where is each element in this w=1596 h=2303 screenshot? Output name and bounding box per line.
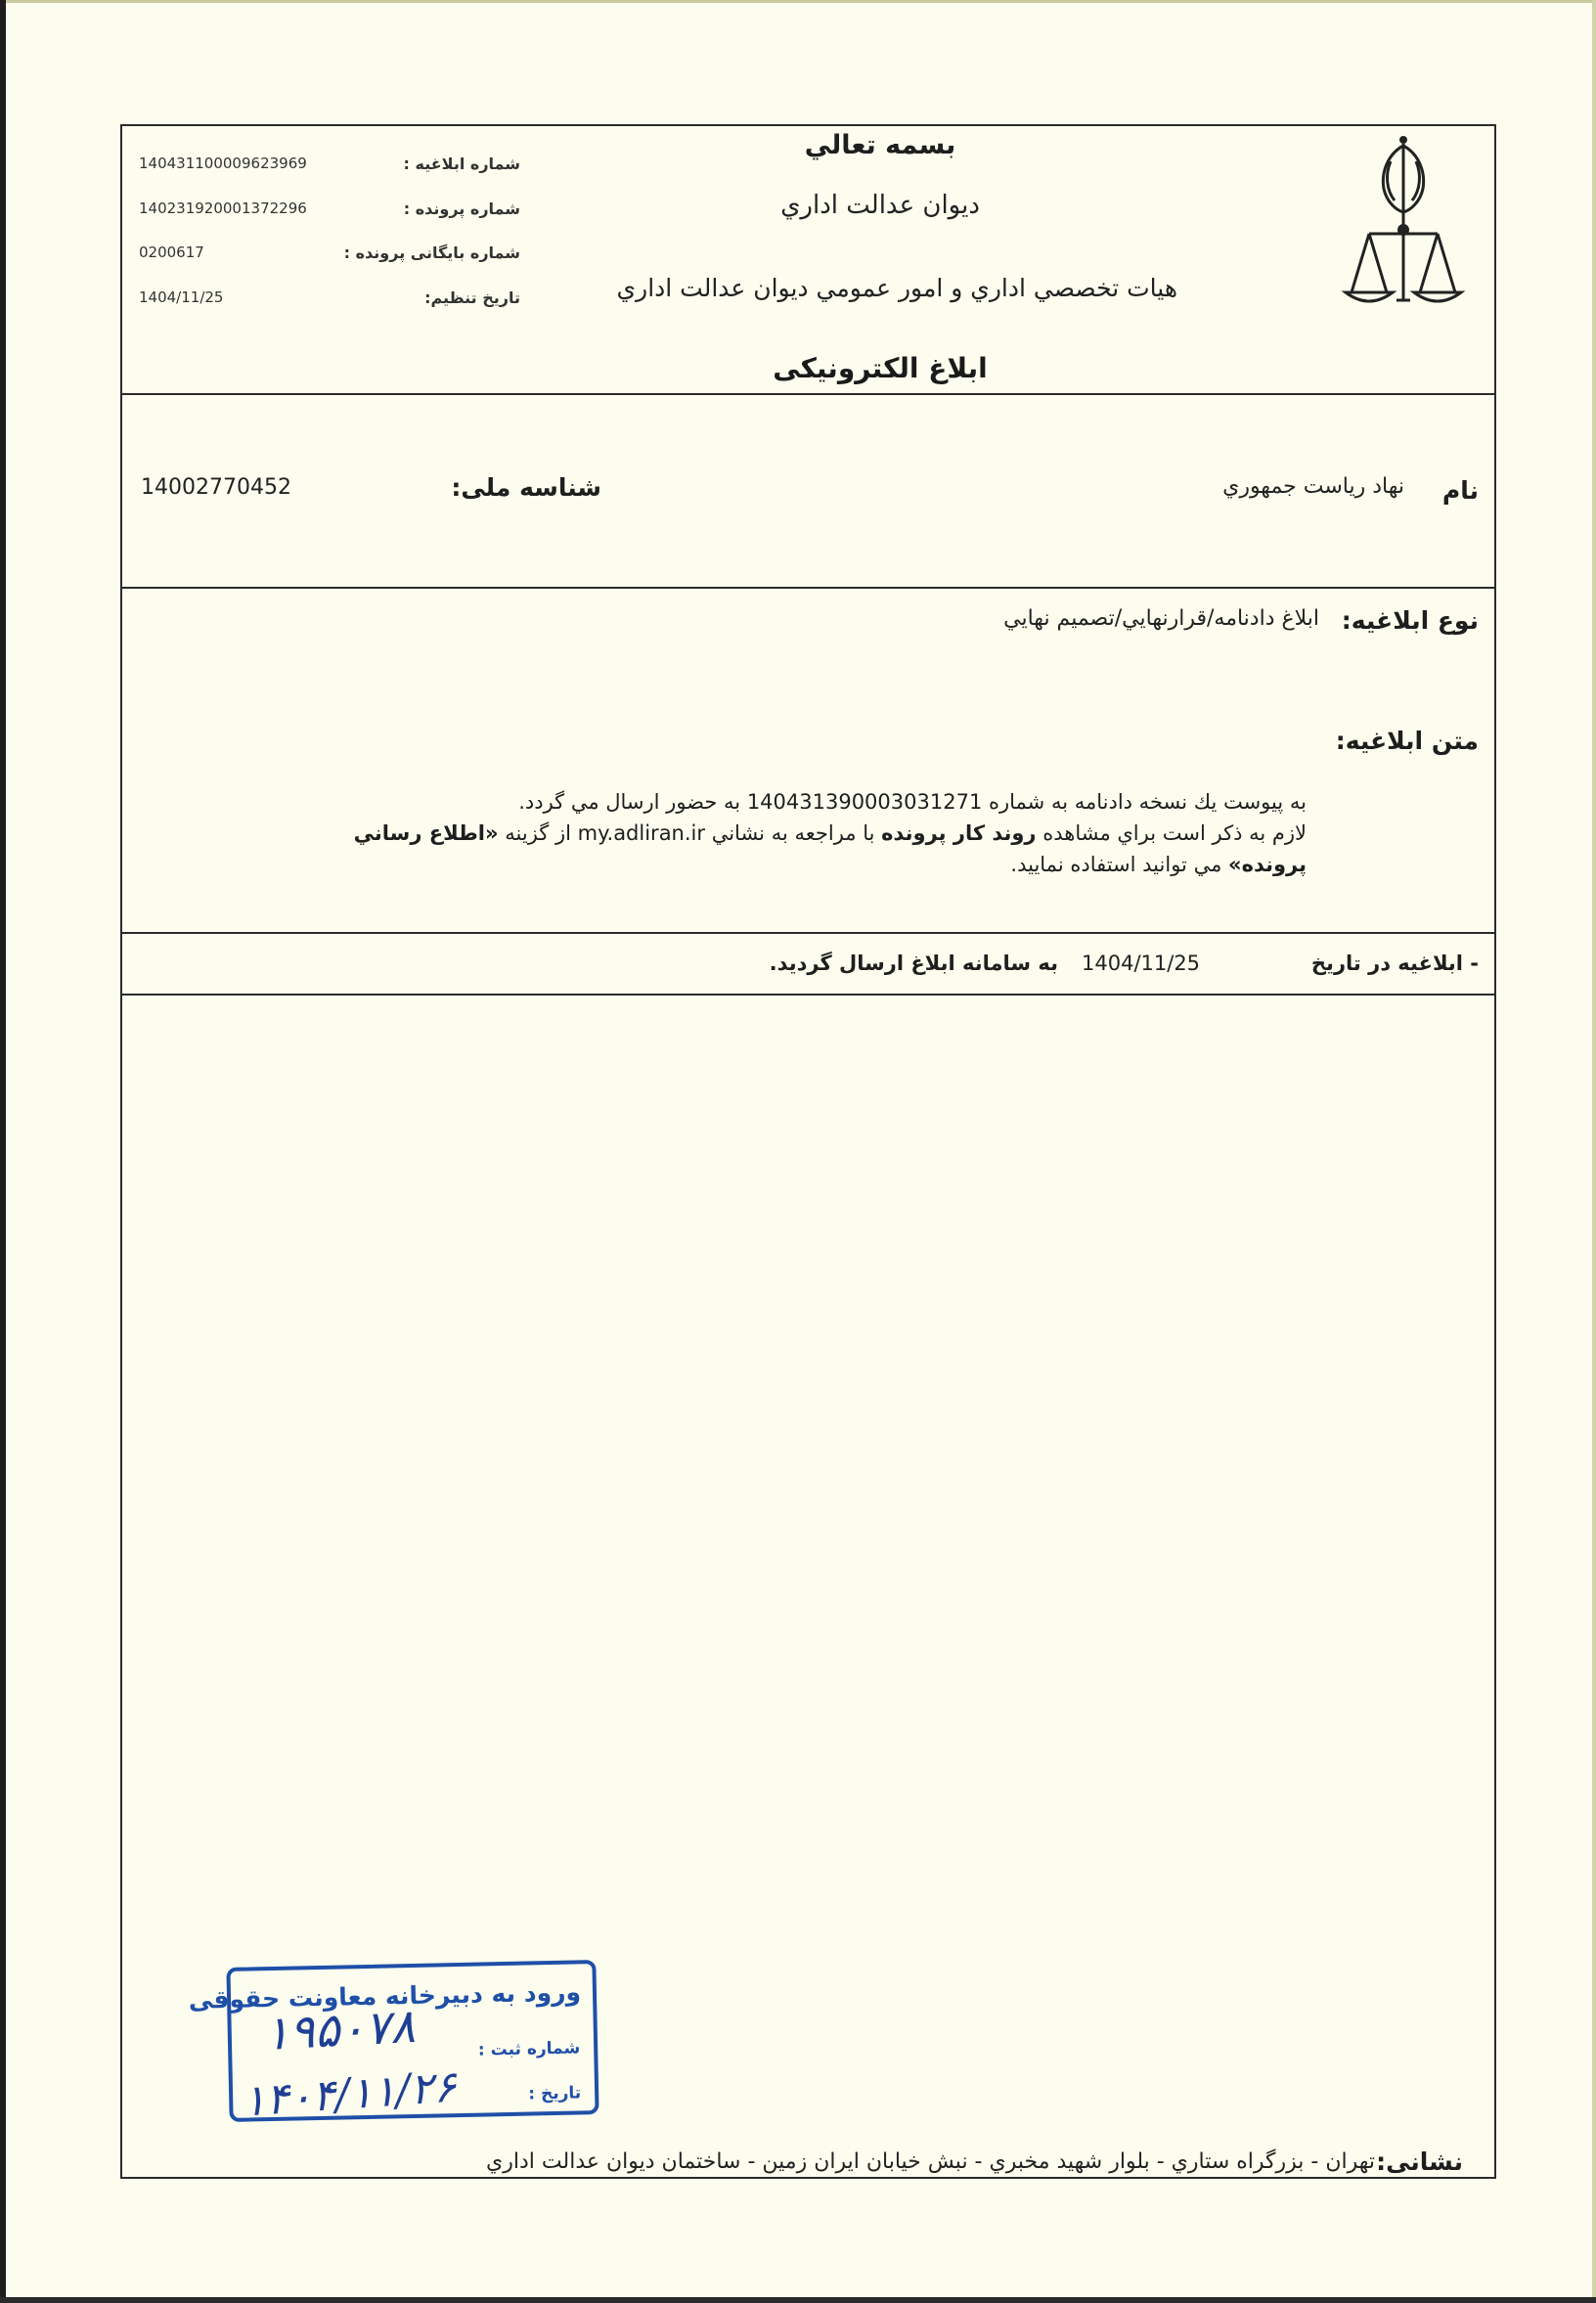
delivery-suffix: به سامانه ابلاغ ارسال گرديد. <box>769 952 1058 975</box>
delivery-date: 1404/11/25 <box>1082 952 1201 975</box>
stamp-title: ورود به دبيرخانه معاونت حقوقی <box>188 1977 582 2015</box>
notice-text-line-3 <box>1010 849 1307 880</box>
adliran-link[interactable]: my.adliran.ir <box>577 821 706 845</box>
stamp-reg-label: شماره ثبت : <box>477 2038 581 2060</box>
scan-edge-right <box>1592 0 1596 2303</box>
stamp-reg-handwritten: ۱۹۵۰۷۸ <box>262 1998 418 2062</box>
scan-edge-top <box>0 0 1596 3</box>
notice-text-segment: با مراجعه به نشاني <box>711 821 875 845</box>
notice-type-label: نوع ابلاغيه: <box>1341 606 1479 635</box>
divider-header <box>120 393 1496 395</box>
case-progress-emphasis: روند كار پرونده <box>881 821 1037 845</box>
divider-recipient <box>120 587 1496 589</box>
national-id-value: 14002770452 <box>141 475 291 500</box>
document-frame <box>120 124 1496 2179</box>
scan-edge-left <box>0 0 6 2303</box>
info-option-emphasis-end: پرونده» <box>1228 853 1307 876</box>
info-option-emphasis: «اطلاع رساني <box>353 821 499 845</box>
basmala: بسمه تعالي <box>804 130 956 160</box>
notice-number-label: شماره ابلاغيه : <box>403 155 520 173</box>
notice-text-line-1: به پيوست يك نسخه دادنامه به شماره 140431390003031271 به حضور ارسال مي گردد. <box>518 790 1307 814</box>
case-number-value: 140231920001372296 <box>139 199 307 217</box>
notice-text-segment: از گزينه <box>505 821 571 845</box>
stamp-date-label: تاريخ : <box>528 2083 582 2104</box>
name-value: نهاد رياست جمهوري <box>1222 474 1404 499</box>
notice-type-value: ابلاغ دادنامه/قرارنهايي/تصميم نهايي <box>1003 606 1319 631</box>
board-name: هيات تخصصي اداري و امور عمومي ديوان عدالت اداري <box>616 274 1177 302</box>
issue-date-label: تاريخ تنظيم: <box>424 288 520 307</box>
case-number-label: شماره پرونده : <box>403 199 520 218</box>
notice-text-line-2 <box>354 818 1307 849</box>
national-id-label: شناسه ملی: <box>451 473 601 502</box>
divider-notice <box>120 932 1496 934</box>
stamp-date-handwritten: ۱۴۰۴/۱۱/۲۶ <box>241 2061 459 2127</box>
court-name: ديوان عدالت اداري <box>780 191 980 220</box>
notice-text-segment: مي توانيد استفاده نماييد. <box>1010 853 1222 876</box>
notice-text-label: متن ابلاغيه: <box>1335 727 1479 755</box>
archive-number-label: شماره بايگانی پرونده : <box>343 244 520 262</box>
archive-number-value: 0200617 <box>139 244 204 261</box>
document-title: ابلاغ الكترونيكی <box>773 352 988 384</box>
delivery-prefix: - ابلاغيه در تاريخ <box>1310 952 1479 975</box>
notice-number-value: 140431100009623969 <box>139 155 307 172</box>
notice-text-segment: لازم به ذكر است براي مشاهده <box>1042 821 1307 845</box>
issue-date-value: 1404/11/25 <box>139 288 224 306</box>
scan-edge-bottom <box>0 2297 1596 2303</box>
address-value: تهران - بزرگراه ستاري - بلوار شهيد مخبري - نبش خيابان ايران زمين - ساختمان ديوان عدالت اداري <box>486 2149 1375 2174</box>
name-label: نام <box>1441 476 1479 505</box>
divider-delivery <box>120 994 1496 996</box>
emblem-icon <box>1330 132 1477 318</box>
address-label: نشانی: <box>1376 2148 1463 2176</box>
